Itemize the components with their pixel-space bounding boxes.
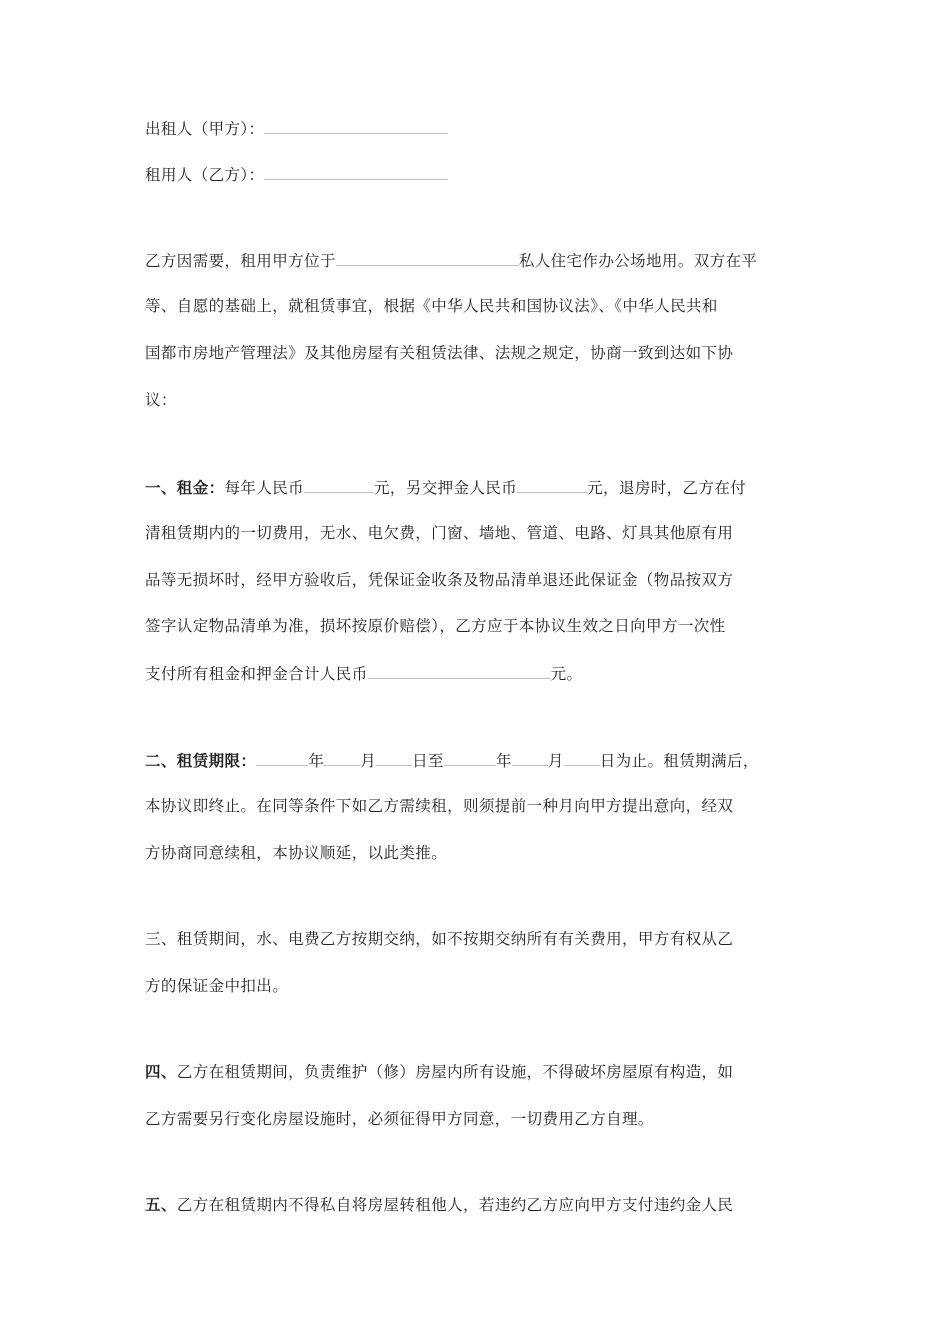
s2-text: 年 — [308, 752, 325, 770]
s1-text: 每年人民币 — [224, 479, 305, 497]
lessee-line — [145, 163, 448, 186]
intro-line-1 — [145, 249, 757, 272]
lessee-label: 租用人（乙方）： — [145, 166, 265, 184]
s2-text: 年 — [495, 752, 512, 770]
intro-text: 私人住宅作办公场地用。双方在平 — [518, 252, 758, 270]
s3-line-1: 三、租赁期间，水、电费乙方按期交纳，如不按期交纳所有有关费用，甲方有权从乙 — [145, 930, 734, 948]
s2-line-1 — [145, 749, 759, 772]
s2-line-3: 方协商同意续租，本协议顺延，以此类推。 — [145, 844, 448, 862]
deposit-blank — [517, 476, 587, 493]
s1-line-4: 签字认定物品清单为准，损坏按原价赔偿），乙方应于本协议生效之日向甲方一次性 — [145, 617, 726, 635]
s2-line-2: 本协议即终止。在同等条件下如乙方需续租，则须提前一种月向甲方提出意向，经双 — [145, 797, 734, 815]
s2-text: 月 — [360, 752, 377, 770]
start-year-blank — [256, 749, 308, 766]
intro-line-3: 国都市房地产管理法》及其他房屋有关租赁法律、法规之规定，协商一致到达如下协 — [145, 344, 734, 362]
end-year-blank — [444, 749, 496, 766]
s1-text: 元。 — [550, 665, 583, 683]
s2-heading: 二、租赁期限： — [145, 751, 257, 770]
s1-text: 元，退房时，乙方在付 — [587, 479, 747, 497]
total-amount-blank — [368, 662, 551, 679]
s2-text: 月 — [547, 752, 564, 770]
intro-text: 乙方因需要，租用甲方位于 — [145, 252, 336, 270]
s2-text: 日为止。租赁期满后， — [599, 752, 759, 770]
lessor-blank — [264, 117, 448, 134]
s3-line-2: 方的保证金中扣出。 — [145, 977, 289, 995]
s4-text: 乙方在租赁期间，负责维护（修）房屋内所有设施，不得破坏房屋原有构造，如 — [176, 1063, 734, 1081]
intro-line-2: 等、自愿的基础上，就租赁事宜，根据《中华人民共和国协议法》、《中华人民共和 — [145, 297, 718, 315]
address-blank — [336, 249, 519, 266]
s1-line-1 — [145, 476, 746, 499]
s2-text: 日至 — [412, 752, 444, 770]
s1-line-5 — [145, 662, 582, 685]
lessee-blank — [264, 163, 448, 180]
lessor-line — [145, 117, 448, 140]
start-month-blank — [324, 749, 360, 766]
s4-line-1 — [145, 1061, 733, 1083]
s5-heading: 五、 — [145, 1195, 177, 1214]
lessor-label: 出租人（甲方）： — [145, 120, 265, 138]
s1-heading: 一、租金： — [145, 478, 225, 497]
intro-line-4: 议： — [145, 391, 177, 409]
annual-rent-blank — [304, 476, 374, 493]
s1-text: 元，另交押金人民币 — [374, 479, 518, 497]
s4-heading: 四、 — [145, 1062, 177, 1081]
s4-line-2: 乙方需要另行变化房屋设施时，必须征得甲方同意，一切费用乙方自理。 — [145, 1110, 654, 1128]
s5-text: 乙方在租赁期内不得私自将房屋转租他人，若违约乙方应向甲方支付违约金人民 — [176, 1196, 734, 1214]
end-day-blank — [564, 749, 600, 766]
s5-line-1 — [145, 1194, 733, 1216]
end-month-blank — [512, 749, 548, 766]
s1-line-3: 品等无损坏时，经甲方验收后，凭保证金收条及物品清单退还此保证金（物品按双方 — [145, 571, 734, 589]
start-day-blank — [376, 749, 412, 766]
s1-text: 支付所有租金和押金合计人民币 — [145, 665, 368, 683]
s1-line-2: 清租赁期内的一切费用，无水、电欠费，门窗、墙地、管道、电路、灯具其他原有用 — [145, 524, 734, 542]
